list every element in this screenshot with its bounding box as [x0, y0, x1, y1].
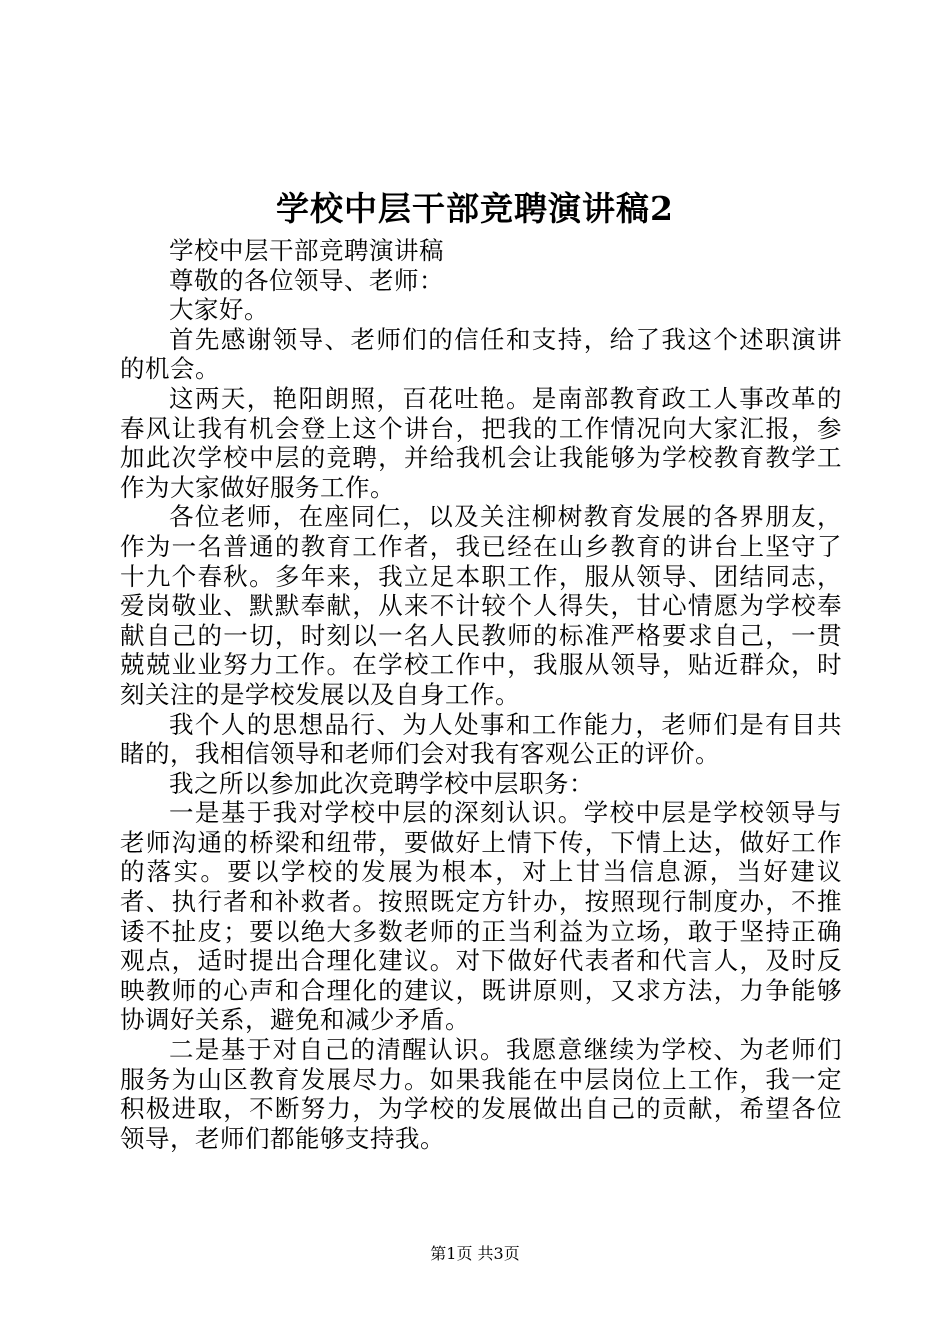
- document-body: [120, 236, 842, 1153]
- paragraph: 首先感谢领导、老师们的信任和支持，给了我这个述职演讲的机会。: [120, 324, 842, 384]
- paragraph: 二是基于对自己的清醒认识。我愿意继续为学校、为老师们服务为山区教育发展尽力。如果我能在中层岗位上工作，我一定积极进取，不断努力，为学校的发展做出自己的贡献，希望各位领导，老师们都能够支持我。: [120, 1035, 842, 1153]
- paragraph-greeting: 大家好。: [169, 295, 269, 325]
- paragraph: 我个人的思想品行、为人处事和工作能力，老师们是有目共睹的，我相信领导和老师们会对我有客观公正的评价。: [120, 709, 842, 769]
- paragraph: 我之所以参加此次竞聘学校中层职务：: [169, 768, 594, 798]
- paragraph: 一是基于我对学校中层的深刻认识。学校中层是学校领导与老师沟通的桥梁和纽带，要做好上情下传，下情上达，做好工作的落实。要以学校的发展为根本，对上甘当信息源，当好建议者、执行者和补救者。按照既定方针办，按照现行制度办，不推诿不扯皮；要以绝大多数老师的正当利益为立场，敢于坚持正确观点，适时提出合理化建议。对下做好代表者和代言人，及时反映教师的心声和合理化的建议，既讲原则，又求方法，力争能够协调好关系，避免和减少矛盾。: [120, 798, 842, 1035]
- document-title: 学校中层干部竞聘演讲稿2: [276, 189, 674, 228]
- page-number-footer: 第1页 共3页: [430, 1244, 520, 1263]
- paragraph: 各位老师，在座同仁，以及关注柳树教育发展的各界朋友，作为一名普通的教育工作者，我已经在山乡教育的讲台上坚守了十九个春秋。多年来，我立足本职工作，服从领导、团结同志，爱岗敬业、默默奉献，从来不计较个人得失，甘心情愿为学校奉献自己的一切，时刻以一名人民教师的标准严格要求自己，一贯兢兢业业努力工作。在学校工作中，我服从领导，贴近群众，时刻关注的是学校发展以及自身工作。: [120, 502, 842, 709]
- paragraph: 这两天，艳阳朗照，百花吐艳。是南部教育政工人事改革的春风让我有机会登上这个讲台，把我的工作情况向大家汇报，参加此次学校中层的竞聘，并给我机会让我能够为学校教育教学工作为大家做好服务工作。: [120, 383, 842, 502]
- paragraph-heading: 学校中层干部竞聘演讲稿: [169, 236, 444, 265]
- paragraph-salutation: 尊敬的各位领导、老师：: [169, 265, 444, 295]
